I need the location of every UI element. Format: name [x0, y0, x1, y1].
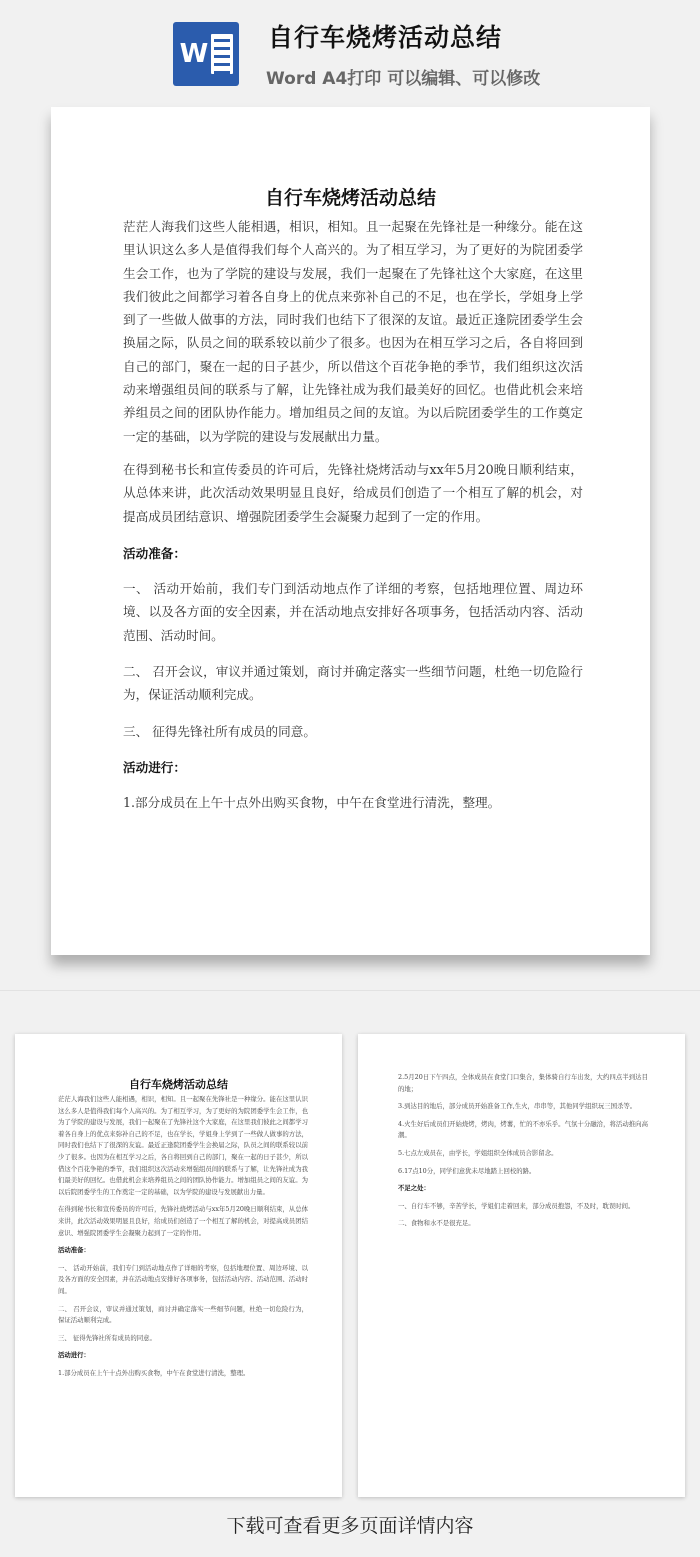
list-item: 6.17点10分，同学们意犹未尽地踏上回校的路。: [398, 1166, 536, 1175]
list-item: 1.部分成员在上午十点外出购买食物，中午在食堂进行清洗，整理。: [58, 1368, 250, 1377]
paragraph: 在得到秘书长和宣传委员的许可后，先锋社烧烤活动与xx年5月20晚日顺利结束，从总体来讲，此次活动效果明显且良好，给成员们创造了一个相互了解的机会，对提高成员团结意识、增强院团委学生会凝聚力起到了一定的作用。: [58, 1205, 308, 1237]
list-item: 一、 活动开始前，我们专门到活动地点作了详细的考察，包括地理位置、周边环境、以及各方面的安全因素，并在活动地点安排好各项事务，包括活动内容、活动范围、活动时间。: [58, 1263, 308, 1295]
list-item: 二、 召开会议，审议并通过策划，商讨并确定落实一些细节问题，杜绝一切危险行为，保证活动顺利完成。: [123, 664, 583, 703]
document-body: [123, 215, 583, 828]
paragraph: 茫茫人海我们这些人能相遇，相识，相知。且一起聚在先锋社是一种缘分。能在这里认识这么多人是值得我们每个人高兴的。为了相互学习，为了更好的为院团委学生会工作，也为了学院的建设与发展，我们一起聚在了先锋社这个大家庭，在这里我们彼此之间都学习着各自身上的优点来弥补自己的不足，也在学长，学姐身上学到了一些做人做事的方法，同时我们也结下了很深的友谊。最近正逢院团委学生会换届之际，队员之间的联系较以前少了很多。也因为在相互学习之后，各自将回到自己的部门，聚在一起的日子甚少，所以借这个百花争艳的季节，我们组织这次活动来增强组员间的联系与了解，让先锋社成为我们最美好的回忆。也借此机会来培养组员之间的团队协作能力。增加组员之间的友谊。为以后院团委学生的工作奠定一定的基础，以为学院的建设与发展献出力量。: [123, 219, 583, 444]
list-item: 4.火生好后成员们开始烧烤，烤肉，烤薯，忙的不亦乐乎。气氛十分融洽，将活动推向高潮。: [398, 1119, 648, 1140]
section-heading-process: 活动进行：: [58, 1351, 90, 1360]
list-item: 1.部分成员在上午十点外出购买食物，中午在食堂进行清洗，整理。: [123, 795, 501, 811]
header-banner: [0, 0, 700, 100]
document-title: 自行车烧烤活动总结: [264, 187, 436, 209]
paragraph: 茫茫人海我们这些人能相遇，相识，相知。且一起聚在先锋社是一种缘分。能在这里认识这么多人是值得我们每个人高兴的。为了相互学习，为了更好的为院团委学生会工作，也为了学院的建设与发展，我们一起聚在了先锋社这个大家庭，在这里我们彼此之间都学习着各自身上的优点来弥补自己的不足，也在学长，学姐身上学到了一些做人做事的方法，同时我们也结下了很深的友谊。最近正逢院团委学生会换届之际，队员之间的联系较以前少了很多。也因为在相互学习之后，各自将回到自己的部门，聚在一起的日子甚少，所以借这个百花争艳的季节，我们组织这次活动来增强组员间的联系与了解，让先锋社成为我们最美好的回忆。也借此机会来培养组员之间的团队协作能力。增加组员之间的友谊。为以后院团委学生的工作奠定一定的基础，以为学院的建设与发展献出力量。: [58, 1095, 308, 1196]
divider: [0, 990, 700, 991]
section-heading-process: 活动进行：: [123, 759, 186, 775]
list-item: 三、 征得先锋社所有成员的同意。: [123, 723, 316, 739]
list-item: 二、食物和水不是很充足。: [398, 1219, 475, 1228]
section-heading-prep: 活动准备：: [123, 545, 186, 561]
thumbnail-page-2: [358, 1034, 685, 1497]
word-document-icon: [173, 22, 239, 86]
section-heading-prep: 活动准备：: [58, 1246, 90, 1255]
header-subtitle: Word A4打印 可以编辑、可以修改: [266, 69, 541, 89]
thumbnail-page-1: [15, 1034, 342, 1497]
list-item: 3.到达目的地后，部分成员开始准备工作,生火，串串等，其他同学组织玩三国杀等。: [398, 1102, 637, 1111]
list-item: 一、自行车不够，辛苦学长，学姐们走着回来，部分成员抱怨，不及时，耽误时间。: [398, 1201, 635, 1210]
thumbnail-body: [398, 1072, 648, 1236]
list-item: 2.5月20日下午四点，全体成员在食堂门口集合，集体骑自行车出发，大约四点半到达目的地；: [398, 1073, 648, 1093]
document-preview-page: [51, 107, 650, 955]
section-heading-lack: 不足之处：: [398, 1184, 430, 1193]
paragraph: 在得到秘书长和宣传委员的许可后，先锋社烧烤活动与xx年5月20晚日顺利结束，从总体来讲，此次活动效果明显且良好，给成员们创造了一个相互了解的机会，对提高成员团结意识、增强院团委学生会凝聚力起到了一定的作用。: [123, 461, 583, 524]
thumbnail-body: [58, 1094, 308, 1385]
header-title: 自行车烧烤活动总结: [268, 23, 503, 52]
list-item: 一、 活动开始前，我们专门到活动地点作了详细的考察，包括地理位置、周边环境、以及各方面的安全因素，并在活动地点安排好各项事务，包括活动内容、活动范围、活动时间。: [123, 581, 583, 643]
thumbnail-title: 自行车烧烤活动总结: [129, 1078, 228, 1091]
word-letter: W: [179, 39, 209, 69]
document-lines-icon: [211, 34, 233, 74]
list-item: 二、 召开会议，审议并通过策划，商讨并确定落实一些细节问题，杜绝一切危险行为，保证活动顺利完成。: [58, 1304, 308, 1325]
list-item: 5.七点左成员在，由学长，学姐组织全体成员合影留念。: [398, 1148, 558, 1157]
download-more-link[interactable]: 下载可查看更多页面详情内容: [226, 1515, 474, 1537]
list-item: 三、 征得先锋社所有成员的同意。: [58, 1333, 156, 1342]
